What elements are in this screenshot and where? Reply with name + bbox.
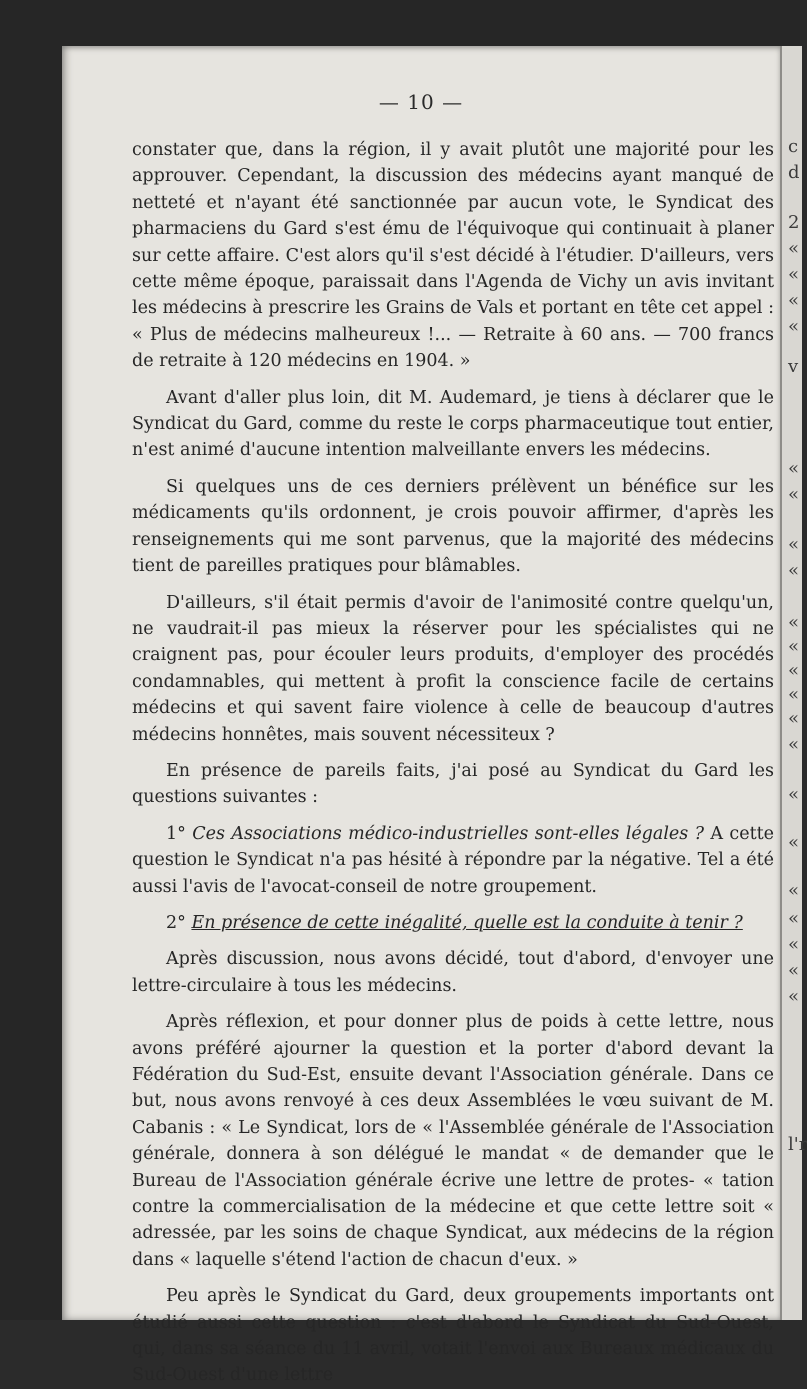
margin-fragment: «: [788, 264, 800, 285]
margin-fragment: «: [788, 484, 800, 505]
margin-fragment: c: [788, 136, 799, 157]
margin-fragment: «: [788, 832, 800, 853]
question-1: [132, 821, 774, 900]
margin-fragment: «: [788, 316, 800, 337]
paragraph-9: Après réflexion, et pour donner plus de poids à cette lettre, nous avons préféré ajourner la question et la porter d'abord devant la Fédération du Sud-Est, ensuite devant l'Association générale. Dans ce but, nous avons renvoyé à ces deux Assemblées le vœu suivant de M. Cabanis : « Le Syndicat, lors de « l'Assemblée générale de l'Association générale, donnera à son délégué le mandat « de demander que le Bureau de l'Association générale écrive une lettre de protes- « tation contre la commercialisation de la médecine et que cette lettre soit « adressée, par les soins de chaque Syndicat, aux médecins de la région dans « laquelle s'étend l'action de chacun d'eux. »: [132, 1012, 774, 1270]
margin-fragment: «: [788, 612, 800, 633]
margin-fragment: «: [788, 238, 800, 259]
paragraph-4: D'ailleurs, s'il était permis d'avoir de l'animosité contre quelqu'un, ne vaudrait-il pas mieux la réserver pour les spécialistes qui ne craignent pas, pour écouler leurs produits, d'employer des procédés condamnables, qui mettent à profit la conscience facile de certains médecins et qui savent faire violence à celle de beaucoup d'autres médecins honnêtes, mais souvent nécessiteux ?: [132, 592, 774, 745]
question-1-number: 1°: [166, 823, 193, 844]
margin-fragment: «: [788, 560, 800, 581]
margin-fragment: «: [788, 784, 800, 805]
margin-fragment: «: [788, 684, 800, 705]
margin-fragment: «: [788, 636, 800, 657]
paragraph-5: En présence de pareils faits, j'ai posé au Syndicat du Gard les questions suivantes :: [132, 760, 774, 808]
margin-fragment: «: [788, 734, 800, 755]
margin-fragment: «: [788, 458, 800, 479]
question-2-number: 2°: [166, 912, 192, 933]
margin-fragment: «: [788, 908, 800, 929]
paragraph-8: Après discussion, nous avons décidé, tout d'abord, d'envoyer une lettre-circulaire à tous les médecins.: [132, 949, 774, 996]
margin-fragment: «: [788, 986, 800, 1007]
margin-fragment: «: [788, 660, 800, 681]
margin-fragment: 2: [788, 212, 800, 233]
adjacent-page-edge: [780, 46, 807, 1320]
margin-fragment: d: [788, 162, 800, 183]
question-2: [132, 910, 774, 936]
page-number: — 10 —: [378, 90, 464, 114]
paragraph-3: Si quelques uns de ces derniers prélèvent un bénéfice sur les médicaments qu'ils ordonnent, je crois pouvoir affirmer, d'après les renseignements qui me sont parvenus, que la majorité des médecins tient de pareilles pratiques pour blâmables.: [132, 476, 774, 577]
margin-fragment: «: [788, 290, 800, 311]
margin-fragment: «: [788, 960, 800, 981]
margin-fragment: «: [788, 934, 800, 955]
margin-fragment: «: [788, 534, 800, 555]
margin-fragment: «: [788, 880, 800, 901]
margin-fragment: «: [788, 708, 800, 729]
paragraph-10: Peu après le Syndicat du Gard, deux groupements importants ont étudié aussi cette question : c'est d'abord le Syndicat du Sud-Ouest, qui, dans sa séance du 11 avril, votait l'envoi aux Bureaux médicaux du Sud-Ouest d'une lettre: [132, 1286, 774, 1386]
margin-fragment: v: [788, 356, 799, 377]
paragraph-1: constater que, dans la région, il y avait plutôt une majorité pour les approuver. Cependant, la discussion des médecins ayant manqué de netteté et n'ayant été sanctionnée par aucun vote, le Syndicat des pharmaciens du Gard s'est ému de l'équivoque qui continuait à planer sur cette affaire. C'est alors qu'il s'est décidé à l'étudier. D'ailleurs, vers cette même époque, paraissait dans l'Agenda de Vichy un avis invitant les médecins à prescrire les Grains de Vals et portant en tête cet appel : « Plus de médecins malheureux !... — Retraite à 60 ans. — 700 francs de retraite à 120 médecins en 1904. »: [132, 140, 774, 372]
paragraph-2: Avant d'aller plus loin, dit M. Audemard, je tiens à déclarer que le Syndicat du Gard, comme du reste le corps pharmaceutique tout entier, n'est animé d'aucune intention malveillante envers les médecins.: [132, 387, 774, 461]
question-1-answer: A cette question le Syndicat n'a pas hésité à répondre par la négative. Tel a été aussi l'avis de l'avocat-conseil de notre groupement.: [132, 823, 774, 897]
body-text: [132, 137, 774, 1389]
margin-fragment: l'r: [788, 1134, 807, 1155]
book-page: [62, 46, 780, 1386]
question-1-title: Ces Associations médico-industrielles sont-elles légales ?: [192, 823, 705, 844]
question-2-title: En présence de cette inégalité, quelle est la conduite à tenir ?: [191, 912, 743, 933]
